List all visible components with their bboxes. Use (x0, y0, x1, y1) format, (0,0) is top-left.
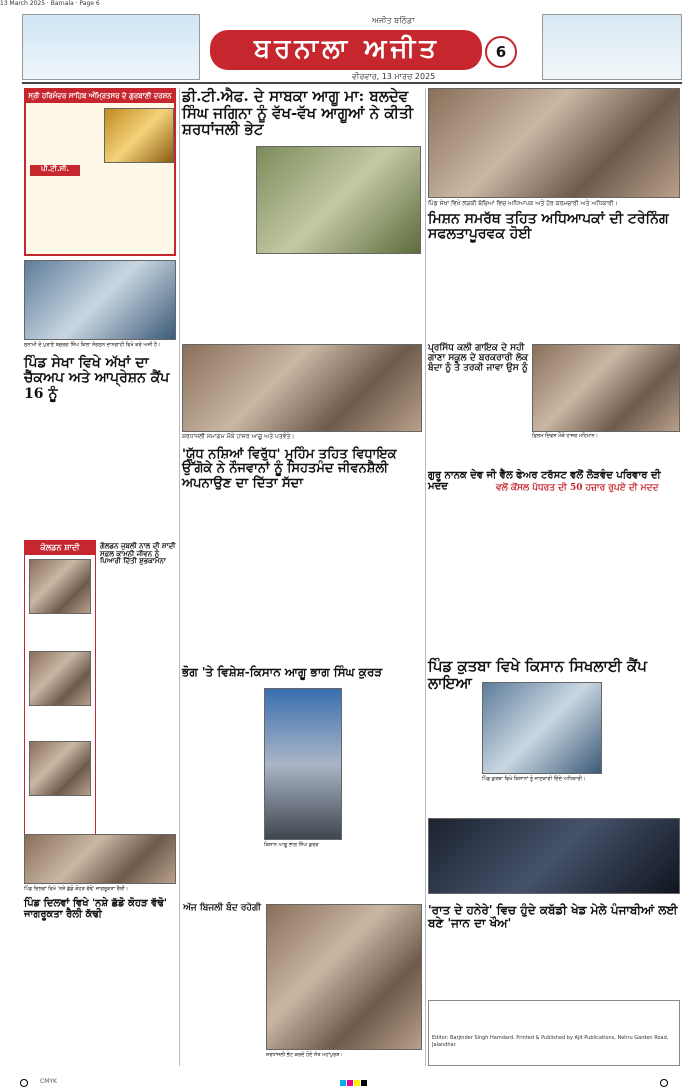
ad-box-text-lower (30, 180, 174, 254)
column-text (100, 586, 176, 796)
registration-mark-left (20, 1079, 28, 1087)
story9-headline: ਭੋਗ 'ਤੇ ਵਿਸ਼ੇਸ਼-ਕਿਸਾਨ ਆਗੂ ਭਾਗ ਸਿੰਘ ਕੁਰੜ (182, 665, 383, 679)
imprint-text: Editor: Barjinder Singh Hamdard. Printed & Published by Ajit Publications, Nehru Garden Road, Jalandhar. (432, 1035, 669, 1048)
ad-box-text (30, 110, 102, 162)
story10-text (428, 790, 680, 816)
story10-caption: ਪਿੰਡ ਕੁਤਬਾ ਵਿਖੇ ਕਿਸਾਨਾਂ ਨੂੰ ਜਾਣਕਾਰੀ ਦਿੰਦੇ ਅਧਿਕਾਰੀ। (482, 776, 586, 782)
story9-text-col1 (182, 688, 260, 874)
story13-caption: ਸ਼ਰਧਾਂਜਲੀ ਭੇਟ ਕਰਦੇ ਹੋਏ ਸੰਤ ਮਹਾਂਪੁਰਸ਼। (266, 1052, 343, 1058)
ad-box-header: ਸ੍ਰੀ ਹਰਿਮੰਦਰ ਸਾਹਿਬ ਅੰਮ੍ਰਿਤਸਰ ਦੇ ਗੁਰਬਾਣੀ ਦਰਸ਼ਨ (26, 90, 174, 103)
yellow-swatch (354, 1080, 360, 1086)
color-bar (0, 1076, 687, 1089)
story1-headline: ਡੀ.ਟੀ.ਐਫ. ਦੇ ਸਾਬਕਾ ਆਗੂ ਮਾ: ਬਲਦੇਵ ਸਿੰਘ ਜਗਿਨਾ ਨੂੰ ਵੱਖ-ਵੱਖ ਆਗੂਆਂ ਨੇ ਕੀਤੀ ਸ਼ਰਧਾਂਜਲੀ ਭੇਟ (182, 87, 414, 138)
column-photo-2 (29, 651, 91, 706)
story2-text-col3 (596, 232, 680, 340)
story11-text-col1 (24, 926, 98, 1066)
column-photo-1 (29, 559, 91, 614)
masthead-brand: ਅਜੀਤ ਬਠਿੰਡਾ (372, 16, 415, 25)
column-rule-1 (179, 88, 180, 1066)
black-swatch (361, 1080, 367, 1086)
story14-text-col1 (428, 944, 510, 996)
story9-caption: ਕਿਸਾਨ ਆਗੂ ਭਾਗ ਸਿੰਘ ਕੁਰੜ (264, 842, 319, 848)
story14-text-col2 (514, 944, 596, 996)
story12-headline: ਅੱਜ ਬਿਜਲੀ ਬੰਦ ਰਹੇਗੀ (183, 903, 261, 913)
story5-text (428, 388, 528, 446)
page-number: 6 (485, 36, 517, 68)
story12-text (182, 932, 262, 1066)
story2-headline: ਮਿਸ਼ਨ ਸਮਰੱਥ ਤਹਿਤ ਅਧਿਆਪਕਾਂ ਦੀ ਟਰੇਨਿੰਗ ਸਫਲਤਾਪੂਰਵਕ ਹੋਈ (428, 211, 669, 243)
golden-wedding-column (24, 540, 96, 880)
story11-headline: ਪਿੰਡ ਦਿਲਵਾਂ ਵਿਖੇ 'ਨਸ਼ੇ ਛੱਡੋ ਕੋਹੜ ਵੱਢੋ' ਜਾਗਰੂਕਤਾ ਰੈਲੀ ਕੱਢੀ (24, 898, 167, 920)
magenta-swatch (347, 1080, 353, 1086)
masthead-left-image (22, 14, 200, 80)
registration-mark-right (660, 1079, 668, 1087)
story3-caption: ਸੁਨਾਮੀ ਦੇ ਪੁਰਾਣੇ ਬਜ਼ੁਰਗ ਸਿੰਘ ਕਿਲਾ ਸੰਗਠਨ ਦਾਨਗਾਹੀ ਵਿਖੇ ਕਰੇ ਅਜੀ ਹੈ। (24, 342, 161, 348)
masthead-right-image (542, 14, 682, 80)
story6-text-col2 (264, 508, 342, 658)
imprint-text-top (432, 1004, 676, 1032)
story14-headline: 'ਰਾਤ ਦੇ ਹਨੇਰੇ' ਵਿਚ ਹੁੰਦੇ ਕਬੱਡੀ ਖੇਡ ਮੇਲੇ ਪੰਜਾਬੀਆਂ ਲਈ ਬਣੇ 'ਜਾਨ ਦਾ ਖੌਅ' (428, 903, 678, 931)
story11-caption: ਪਿੰਡ ਦਿਲਵਾਂ ਵਿਖੇ 'ਨਸ਼ੇ ਛੱਡੋ ਕੋਹੜ ਵੱਢੋ' ਜਾਗਰੂਕਤਾ ਰੈਲੀ। (24, 886, 129, 892)
story11-photo (24, 834, 176, 884)
story4-caption: ਸ਼ਰਧਾਂਜਲੀ ਸਮਾਗਮ ਮੌਕੇ ਹਾਜ਼ਰ ਆਗੂ ਅਤੇ ਪਤਵੰਤੇ। (182, 433, 295, 440)
story8-photo (482, 682, 602, 774)
column-header: ਕੋਲਡਨ ਸ਼ਾਦੀ (25, 541, 95, 555)
story5-headline: ਪ੍ਰਸਿੱਧ ਕਲੀ ਗਾਇਕ ਦੇ ਸਹੀ ਗਾਣਾ ਸਕੂਲ ਦੇ ਬਰਕਰਾਰੀ ਲੋਕ ਬੰਦਾ ਨੂੰ ਤੇ ਤਰਕੀ ਜਾਵਾ ਉਸ ਨੂੰ (428, 343, 528, 373)
column-photo-3 (29, 741, 91, 796)
cmyk-label: CMYK (40, 1078, 57, 1085)
print-slug: 13 March 2025 · Barnala · Page 6 (0, 0, 100, 7)
imprint-box (428, 1000, 680, 1066)
gurbani-ad-box (24, 88, 176, 256)
column-headline: ਗੋਲਡਨ ਜੁਬਲੀ ਨਾਲ ਦੀ ਸ਼ਾਦੀ ਸਫ਼ਲ ਕਾਮਨੀ ਜੀਵਨ ਨੂੰ ਪਿਆਰੀ ਦਿੱਤੀ ਸ਼ੁਭਕਾਮਨਾ (100, 541, 176, 566)
story1-text-col1 (182, 146, 252, 361)
story3-text-col1 (24, 395, 98, 535)
story7-text-col3 (592, 498, 680, 648)
column-rule-2 (425, 88, 426, 1066)
story6-text-col3 (346, 508, 422, 658)
story8-headline: ਪਿੰਡ ਕੁਤਬਾ ਵਿਖੇ ਕਿਸਾਨ ਸਿਖਲਾਈ ਕੈਂਪ ਲਾਇਆ (428, 657, 647, 692)
masthead-title: ਬਰਨਾਲਾ ਅਜੀਤ (254, 34, 440, 64)
issue-date: ਵੀਰਵਾਰ, 13 ਮਾਰਚ 2025 (352, 72, 436, 81)
story14-text-col3 (600, 944, 680, 996)
golden-temple-photo (104, 108, 174, 163)
cyan-swatch (340, 1080, 346, 1086)
story5-photo (532, 344, 680, 432)
story4-photo (182, 344, 422, 432)
story7-text-col2 (510, 498, 588, 648)
story6-text-col1 (182, 508, 260, 658)
story8-text-col2 (606, 682, 680, 774)
story2-photo (428, 88, 680, 198)
story7-headline: ਗੁਰੂ ਨਾਨਕ ਦੇਵ ਜੀ ਵੈੱਲ ਫੇਅਰ ਟਰੱਸਟ ਵਲੋਂ ਲੋੜਵੰਦ ਪਰਿਵਾਰ ਦੀ ਮਦਦ (428, 470, 661, 492)
story5-caption: ਫ਼ਿਲਮ ਦਿਵਸ ਮੌਕੇ ਹਾਜ਼ਰ ਮਹਿਮਾਨ। (532, 433, 599, 439)
story2-caption: ਪਿੰਡ ਸੇਖਾ ਵਿਖੇ ਲੜਕੀ ਬੱਚਿਆਂ ਵਿਚ ਅਧਿਆਪਕ ਅਤੇ ਹੋਰ ਕਰਮਚਾਰੀ ਅਤੇ ਅਧਿਕਾਰੀ। (428, 200, 618, 207)
story2-text-col1 (428, 232, 508, 340)
story1-text-col3 (256, 258, 422, 340)
story9-text-col2 (346, 688, 422, 874)
story10-photo (428, 818, 680, 894)
masthead-rule (22, 82, 682, 84)
story3-photo (24, 260, 176, 340)
story2-text-col2 (512, 232, 592, 340)
story13-photo (266, 904, 422, 1050)
story1-text-col2 (346, 146, 422, 254)
story9-photo (264, 688, 342, 840)
story6-headline: 'ਯੁੱਧ ਨਸ਼ਿਆਂ ਵਿਰੁੱਧ' ਮੁਹਿੰਮ ਤਹਿਤ ਵਿਧਾਇਕ ਉੱਗੋਕੇ ਨੇ ਨੌਜਵਾਨਾਂ ਨੂੰ ਸਿਹਤਮੰਦ ਜੀਵਨਸ਼ੈਲੀ ਅਪਨਾਉਣ ਦਾ ਦਿੱਤਾ ਸੱਦਾ (182, 447, 397, 491)
story3-headline: ਪਿੰਡ ਸੇਖਾ ਵਿਖੇ ਅੱਖਾਂ ਦਾ ਚੈੱਕਅਪ ਅਤੇ ਆਪ੍ਰੇਸ਼ਨ ਕੈਂਪ 16 ਨੂੰ (24, 355, 170, 402)
masthead (22, 14, 682, 80)
ad-box-subhead: ਪੀ.ਟੀ.ਸੀ. (30, 165, 80, 176)
story3-text-col2 (102, 395, 176, 535)
story7-text-col1 (428, 498, 506, 648)
story7-subhead: ਵਲੋਂ ਕੋਂਸਲ ਪੱਧਰਤ ਦੀ 50 ਹਜ਼ਾਰ ਰੁਪਏ ਦੀ ਮਦਦ (496, 483, 659, 493)
story11-text-col2 (102, 926, 176, 1066)
